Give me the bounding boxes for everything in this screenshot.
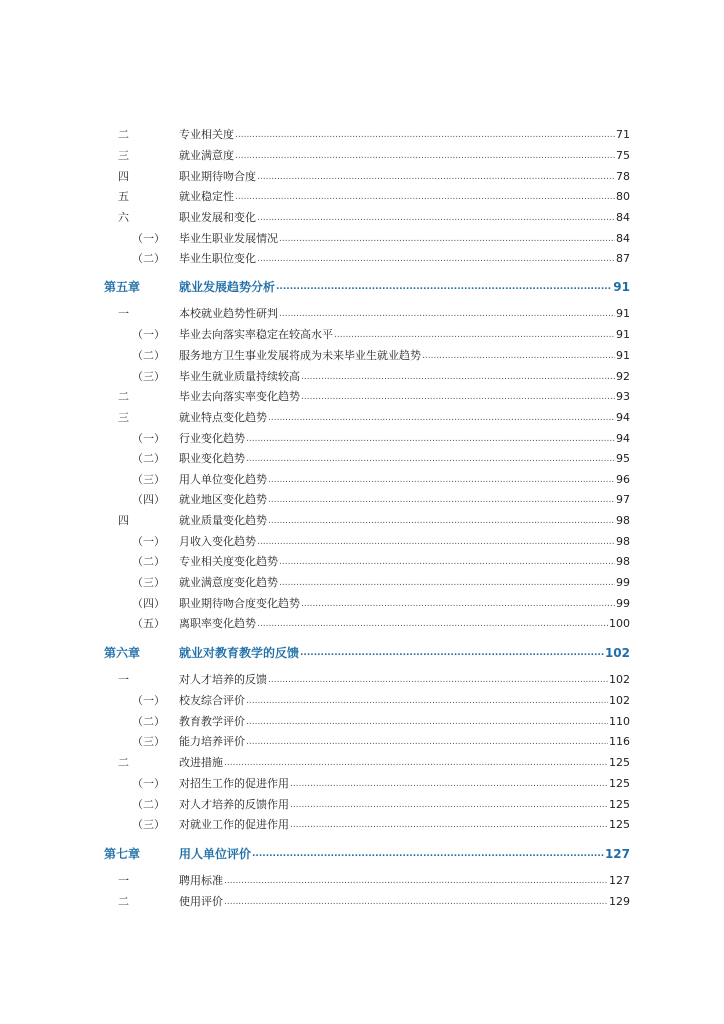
toc-entry-line — [179, 575, 630, 590]
toc-entry-page-number: 92 — [616, 370, 630, 383]
toc-entry[interactable] — [104, 345, 630, 363]
toc-entry-line — [179, 797, 630, 812]
dot-leader — [276, 278, 612, 294]
toc-entry-line — [179, 278, 630, 294]
toc-entry[interactable] — [104, 731, 630, 749]
toc-entry-page-number: 91 — [616, 307, 630, 320]
toc-entry[interactable] — [104, 489, 630, 507]
toc-entry-page-number: 98 — [616, 535, 630, 548]
dot-leader — [268, 472, 615, 487]
toc-entry-title: 就业对教育教学的反馈 — [179, 646, 300, 660]
toc-entry-line — [179, 817, 630, 832]
toc-entry-line — [179, 231, 630, 246]
toc-entry-page-number: 91 — [613, 280, 630, 294]
toc-entry[interactable] — [104, 469, 630, 487]
toc-entry[interactable] — [104, 248, 630, 266]
toc-entry-page-number: 93 — [616, 390, 630, 403]
toc-entry[interactable] — [104, 207, 630, 225]
toc-entry-page-number: 84 — [616, 232, 630, 245]
dot-leader — [268, 410, 615, 425]
toc-entry-page-number: 95 — [616, 452, 630, 465]
toc-entry-number: （三） — [132, 818, 165, 831]
dot-leader — [235, 127, 615, 142]
toc-entry-page-number: 98 — [616, 555, 630, 568]
toc-entry-number: 二 — [118, 895, 129, 908]
toc-entry-page-number: 100 — [609, 617, 630, 630]
toc-entry-number: （一） — [132, 232, 165, 245]
toc-entry-page-number: 94 — [616, 432, 630, 445]
toc-entry-page-number: 91 — [616, 328, 630, 341]
toc-entry-number: （三） — [132, 473, 165, 486]
toc-entry-line — [179, 306, 630, 321]
toc-entry-number: （二） — [132, 349, 165, 362]
toc-entry-title: 职业发展和变化 — [179, 211, 256, 224]
dot-leader — [257, 616, 608, 631]
dot-leader — [279, 575, 615, 590]
toc-entry-page-number: 78 — [616, 170, 630, 183]
dot-leader — [279, 306, 615, 321]
toc-entry-page-number: 99 — [616, 597, 630, 610]
toc-entry-title: 对招生工作的促进作用 — [179, 777, 289, 790]
toc-entry-title: 用人单位变化趋势 — [179, 473, 267, 486]
toc-entry-title: 就业发展趋势分析 — [179, 280, 276, 294]
dot-leader — [268, 492, 615, 507]
dot-leader — [301, 369, 615, 384]
toc-entry[interactable] — [104, 510, 630, 528]
toc-entry-title: 毕业去向落实率变化趋势 — [179, 390, 300, 403]
toc-entry-title: 教育教学评价 — [179, 715, 245, 728]
toc-entry-number: 四 — [118, 170, 129, 183]
toc-entry-line — [179, 616, 630, 631]
toc-entry[interactable] — [104, 613, 630, 631]
dot-leader — [301, 389, 615, 404]
toc-entry[interactable] — [104, 448, 630, 466]
toc-entry[interactable] — [104, 669, 630, 687]
dot-leader — [268, 513, 615, 528]
toc-entry-number: 二 — [118, 128, 129, 141]
toc-entry-number: 四 — [118, 514, 129, 527]
toc-entry-line — [179, 348, 630, 363]
toc-entry[interactable] — [104, 303, 630, 321]
dot-leader — [268, 672, 608, 687]
toc-entry[interactable] — [104, 794, 630, 812]
toc-entry-number: 第五章 — [104, 280, 141, 294]
toc-entry-number: （四） — [132, 597, 165, 610]
dot-leader — [235, 148, 615, 163]
toc-entry-title: 就业稳定性 — [179, 190, 234, 203]
toc-entry-title: 用人单位评价 — [179, 847, 252, 861]
toc-entry-page-number: 97 — [616, 493, 630, 506]
toc-entry[interactable] — [104, 145, 630, 163]
dot-leader — [334, 327, 615, 342]
toc-entry[interactable] — [104, 228, 630, 246]
toc-entry-number: （一） — [132, 535, 165, 548]
toc-entry-line — [179, 845, 630, 861]
toc-entry-title: 毕业生职业发展情况 — [179, 232, 278, 245]
toc-entry-line — [179, 534, 630, 549]
toc-entry-page-number: 84 — [616, 211, 630, 224]
toc-entry[interactable] — [104, 711, 630, 729]
toc-entry-page-number: 129 — [609, 895, 630, 908]
toc-entry-line — [179, 734, 630, 749]
toc-entry[interactable] — [104, 752, 630, 770]
toc-entry-page-number: 94 — [616, 411, 630, 424]
toc-entry[interactable] — [104, 870, 630, 888]
dot-leader — [252, 845, 604, 861]
toc-entry-title: 毕业去向落实率稳定在较高水平 — [179, 328, 333, 341]
toc-entry-line — [179, 148, 630, 163]
toc-entry-title: 离职率变化趋势 — [179, 617, 256, 630]
toc-entry-number: （五） — [132, 617, 165, 630]
toc-entry-line — [179, 431, 630, 446]
toc-entry-title: 行业变化趋势 — [179, 432, 245, 445]
toc-entry-title: 服务地方卫生事业发展将成为未来毕业生就业趋势 — [179, 349, 421, 362]
toc-entry-line — [179, 894, 630, 909]
dot-leader — [279, 554, 615, 569]
dot-leader — [290, 817, 608, 832]
toc-entry-number: 六 — [118, 211, 129, 224]
toc-entry-number: （二） — [132, 715, 165, 728]
toc-entry-line — [179, 389, 630, 404]
toc-entry-title: 职业期待吻合度 — [179, 170, 256, 183]
toc-entry-page-number: 99 — [616, 576, 630, 589]
toc-entry-number: （三） — [132, 370, 165, 383]
toc-entry-title: 就业满意度 — [179, 149, 234, 162]
toc-entry-title: 本校就业趋势性研判 — [179, 307, 278, 320]
toc-entry[interactable] — [104, 407, 630, 425]
toc-entry-number: 第六章 — [104, 646, 141, 660]
dot-leader — [246, 451, 615, 466]
toc-entry-line — [179, 451, 630, 466]
toc-entry[interactable] — [104, 124, 630, 142]
toc-entry-line — [179, 410, 630, 425]
toc-entry-page-number: 125 — [609, 798, 630, 811]
toc-entry-page-number: 102 — [609, 694, 630, 707]
toc-entry-line — [179, 251, 630, 266]
toc-entry-line — [179, 776, 630, 791]
toc-entry[interactable] — [104, 324, 630, 342]
toc-entry[interactable] — [104, 891, 630, 909]
toc-entry-title: 职业变化趋势 — [179, 452, 245, 465]
toc-entry-page-number: 127 — [604, 847, 630, 861]
toc-entry-number: （三） — [132, 576, 165, 589]
toc-entry-page-number: 127 — [609, 874, 630, 887]
dot-leader — [290, 776, 608, 791]
toc-entry-page-number: 102 — [604, 646, 630, 660]
toc-entry-line — [179, 672, 630, 687]
toc-entry-title: 聘用标准 — [179, 874, 223, 887]
toc-entry-page-number: 87 — [616, 252, 630, 265]
dot-leader — [235, 189, 615, 204]
toc-entry-page-number: 91 — [616, 349, 630, 362]
toc-entry-line — [179, 210, 630, 225]
toc-entry-title: 改进措施 — [179, 756, 223, 769]
toc-entry-number: 一 — [118, 307, 129, 320]
toc-entry-number: （一） — [132, 694, 165, 707]
toc-entry-number: 五 — [118, 190, 129, 203]
toc-entry-page-number: 110 — [609, 715, 630, 728]
toc-entry-title: 对人才培养的反馈作用 — [179, 798, 289, 811]
dot-leader — [224, 755, 608, 770]
toc-entry-page-number: 125 — [609, 818, 630, 831]
toc-entry-line — [179, 513, 630, 528]
toc-entry-number: （三） — [132, 735, 165, 748]
toc-entry-number: 一 — [118, 874, 129, 887]
toc-entry-title: 毕业生职位变化 — [179, 252, 256, 265]
toc-entry[interactable] — [104, 773, 630, 791]
dot-leader — [224, 873, 608, 888]
toc-entry-title: 就业特点变化趋势 — [179, 411, 267, 424]
toc-entry-number: （一） — [132, 777, 165, 790]
toc-entry[interactable] — [104, 690, 630, 708]
toc-entry-line — [179, 327, 630, 342]
dot-leader — [301, 596, 615, 611]
toc-entry-number: （一） — [132, 328, 165, 341]
dot-leader — [246, 714, 608, 729]
toc-chapter-entry[interactable] — [104, 843, 630, 861]
toc-entry[interactable] — [104, 186, 630, 204]
toc-entry-line — [179, 189, 630, 204]
toc-entry-title: 校友综合评价 — [179, 694, 245, 707]
toc-entry-number: （二） — [132, 252, 165, 265]
toc-entry-line — [179, 369, 630, 384]
toc-entry-page-number: 71 — [616, 128, 630, 141]
toc-entry-title: 专业相关度 — [179, 128, 234, 141]
toc-entry-number: （四） — [132, 493, 165, 506]
toc-entry-line — [179, 693, 630, 708]
toc-entry-number: 一 — [118, 673, 129, 686]
toc-entry-number: 三 — [118, 411, 129, 424]
dot-leader — [246, 431, 615, 446]
toc-entry-title: 就业满意度变化趋势 — [179, 576, 278, 589]
toc-entry-line — [179, 472, 630, 487]
toc-entry[interactable] — [104, 428, 630, 446]
toc-entry[interactable] — [104, 366, 630, 384]
dot-leader — [257, 210, 615, 225]
toc-entry-page-number: 125 — [609, 756, 630, 769]
toc-entry-title: 月收入变化趋势 — [179, 535, 256, 548]
toc-entry[interactable] — [104, 386, 630, 404]
toc-entry-title: 就业质量变化趋势 — [179, 514, 267, 527]
toc-entry-line — [179, 127, 630, 142]
toc-entry-number: 第七章 — [104, 847, 141, 861]
toc-entry-line — [179, 492, 630, 507]
dot-leader — [224, 894, 608, 909]
toc-entry-number: （二） — [132, 452, 165, 465]
toc-entry-title: 就业地区变化趋势 — [179, 493, 267, 506]
toc-entry-page-number: 102 — [609, 673, 630, 686]
toc-entry-title: 职业期待吻合度变化趋势 — [179, 597, 300, 610]
toc-entry-title: 对人才培养的反馈 — [179, 673, 267, 686]
toc-entry-number: （二） — [132, 798, 165, 811]
toc-entry-line — [179, 596, 630, 611]
dot-leader — [257, 169, 615, 184]
toc-entry-number: （一） — [132, 432, 165, 445]
toc-chapter-entry[interactable] — [104, 642, 630, 660]
toc-entry-number: 二 — [118, 390, 129, 403]
dot-leader — [257, 534, 615, 549]
toc-entry-number: 三 — [118, 149, 129, 162]
dot-leader — [257, 251, 615, 266]
toc-entry-title: 对就业工作的促进作用 — [179, 818, 289, 831]
toc-entry-page-number: 75 — [616, 149, 630, 162]
toc-entry-line — [179, 755, 630, 770]
toc-entry-page-number: 80 — [616, 190, 630, 203]
toc-entry-page-number: 98 — [616, 514, 630, 527]
toc-entry-number: 二 — [118, 756, 129, 769]
dot-leader — [300, 644, 604, 660]
toc-entry-page-number: 116 — [609, 735, 630, 748]
toc-entry[interactable] — [104, 593, 630, 611]
toc-entry-line — [179, 554, 630, 569]
toc-entry-title: 毕业生就业质量持续较高 — [179, 370, 300, 383]
toc-entry-number: （二） — [132, 555, 165, 568]
toc-chapter-entry[interactable] — [104, 276, 630, 294]
toc-entry-title: 使用评价 — [179, 895, 223, 908]
toc-entry-line — [179, 644, 630, 660]
dot-leader — [246, 734, 608, 749]
toc-entry[interactable] — [104, 166, 630, 184]
toc-entry-page-number: 125 — [609, 777, 630, 790]
toc-entry-page-number: 96 — [616, 473, 630, 486]
toc-entry[interactable] — [104, 531, 630, 549]
dot-leader — [290, 797, 608, 812]
toc-entry[interactable] — [104, 572, 630, 590]
toc-entry-line — [179, 169, 630, 184]
dot-leader — [422, 348, 615, 363]
dot-leader — [279, 231, 615, 246]
dot-leader — [246, 693, 608, 708]
toc-entry-line — [179, 714, 630, 729]
toc-entry-title: 专业相关度变化趋势 — [179, 555, 278, 568]
toc-entry-title: 能力培养评价 — [179, 735, 245, 748]
toc-entry[interactable] — [104, 814, 630, 832]
toc-entry-line — [179, 873, 630, 888]
toc-entry[interactable] — [104, 551, 630, 569]
